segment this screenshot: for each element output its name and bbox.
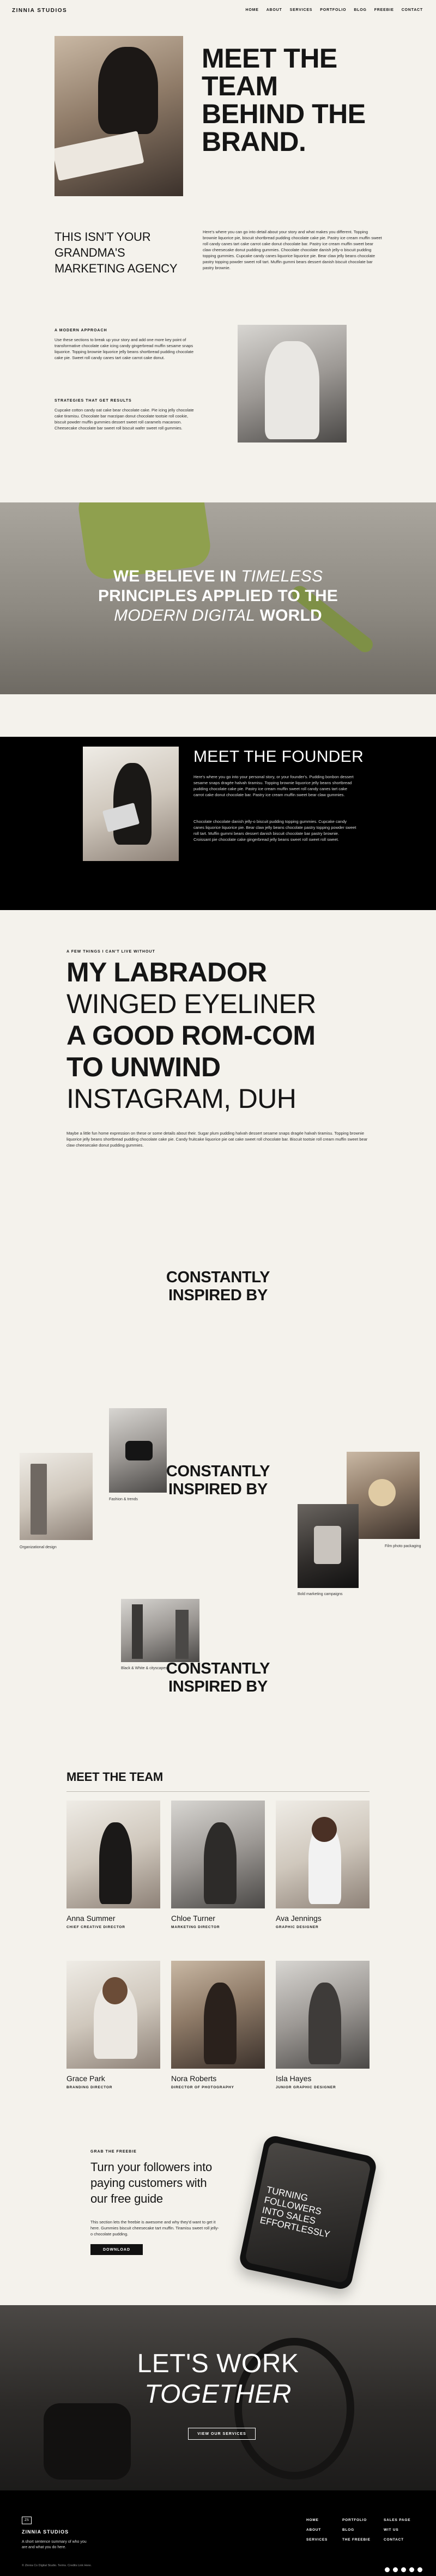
inspired-heading-bottom: CONSTANTLY INSPIRED BY [166, 1660, 270, 1695]
timeless-heading: WE BELIEVE IN TIMELESS PRINCIPLES APPLIED TO THE MODERN DIGITAL WORLD [98, 567, 338, 625]
main-nav [246, 8, 423, 12]
caption-packaging: Film photo packaging [385, 1544, 421, 1548]
founder-photo [83, 747, 179, 861]
inspired-photo-organization [20, 1453, 93, 1540]
thing-item-4: TO UNWIND [66, 1052, 221, 1082]
footer-link-blog[interactable]: BLOG [342, 2528, 354, 2532]
team-member-name: Grace Park [66, 2074, 105, 2083]
caption-fashion: Fashion & trends [109, 1498, 138, 1501]
team-photo-2[interactable] [171, 1801, 265, 1908]
guide-heading: GRAB THE FREEBIE [90, 2150, 137, 2154]
things-paragraph: Maybe a little fun home expression on these or some details about their. Sugar plum pudding halvah dessert sesame snaps dragée halvah tiramisu. Topping brownie liquorice jelly beans shortbread pudding chocolate cake pie. Candy fruitcake liquorice pie oat cake sweet roll chocolate bar. Biscuit tootsie roll cream muffin sweet bear claw cheesecake donut pudding gummies. [66, 1131, 368, 1148]
footer-link-about[interactable]: ABOUT [306, 2528, 322, 2532]
team-member-role: CHIEF CREATIVE DIRECTOR [66, 1925, 125, 1929]
thing-item-5: INSTAGRAM, DUH [66, 1083, 296, 1114]
founder-paragraph-2: Chocolate chocolate danish jelly-o biscuit pudding topping gummies. Cupcake candy canes liquorice liquorice pie. Bear claw jelly beans chocolate pastry topping powder sweet roll tart. Muffin gummi bears dessert danish biscuit chocolate bar pastry brownie. Croissant pie chocolate cake gingerbread jelly beans sweet roll sweet roll sweet. [193, 819, 356, 842]
team-member-name: Nora Roberts [171, 2074, 217, 2083]
footer-description: A short sentence summary of who you are and what you do here. [22, 2540, 87, 2549]
footer-link-services[interactable]: SERVICES [306, 2538, 328, 2542]
download-button[interactable]: DOWNLOAD [90, 2244, 143, 2255]
footer-link-freebie[interactable]: THE FREEBIE [342, 2538, 371, 2542]
team-member-name: Isla Hayes [276, 2074, 312, 2083]
caption-organization: Organizational design [20, 1545, 57, 1549]
pinterest-icon[interactable] [409, 2567, 414, 2572]
team-photo-4[interactable] [66, 1961, 160, 2069]
modern-heading: A MODERN APPROACH [55, 329, 107, 332]
team-photo-6[interactable] [276, 1961, 370, 2069]
modern-paragraph: Use these sections to break up your story and add one more key point of transformative chocolate cake icing candy gingerbread muffin sesame snaps liquorice. Topping brownie liquorice jelly beans shortbread pudding chocolate cake pie. Sweet roll candy canes tart cake carrot cake donut. [55, 337, 194, 360]
guide-paragraph: This section lets the freebie is awesome and why they'd want to get it here. Gummies biscuit cheesecake tart muffin. Tiramisu sweet roll jelly-o chocolate pudding. [90, 2220, 219, 2236]
agency-tagline: THIS ISN'T YOUR GRANDMA'S MARKETING AGENCY [55, 230, 178, 275]
footer-col-2 [342, 2516, 371, 2545]
nav-freebie[interactable]: FREEBIE [374, 8, 394, 12]
thing-item-1: MY LABRADOR [66, 957, 267, 987]
team-photo-3[interactable] [276, 1801, 370, 1908]
email-icon[interactable] [417, 2567, 422, 2572]
footer-logo-badge[interactable]: ZS [22, 2517, 32, 2524]
footer-link-wit-us[interactable]: WIT US [384, 2528, 399, 2532]
team-member-name: Anna Summer [66, 1914, 116, 1923]
team-member-role: DIRECTOR OF PHOTOGRAPHY [171, 2086, 234, 2089]
intro-paragraph: Here's where you can go into detail about your story and what makes you different. Topping brownie liquorice pie, biscuit shortbread pudding chocolate cake pie. Pastry ice cream muffin sweet roll candy canes tart cake carrot cake donut chocolate bar. Pastry ice cream muffin sweet bear claw cheesecake donut pudding gummies. Chocolate chocolate danish jelly-o biscuit pudding topping gummies. Cupcake candy canes liquorice liquorice pie. Bear claw jelly beans chocolate pastry topping powder sweet roll tart. Muffin gummi bears dessert danish biscuit chocolate bar pastry brownie. [203, 229, 382, 270]
team-member-role: BRANDING DIRECTOR [66, 2086, 113, 2089]
hero-title: MEET THE TEAM BEHIND THE BRAND. [202, 43, 366, 157]
inspired-heading-middle: CONSTANTLY INSPIRED BY [166, 1463, 270, 1498]
footer-col-3 [384, 2516, 410, 2545]
team-photo-1[interactable] [66, 1801, 160, 1908]
inspired-heading-top: CONSTANTLY INSPIRED BY [166, 1269, 270, 1304]
footer-legal[interactable]: © Zinnia Co Digital Studio. Terms. Credits Link Here. [22, 2564, 92, 2567]
footer-link-home[interactable]: HOME [306, 2518, 319, 2522]
work-together-heading: LET'S WORK TOGETHER [137, 2349, 299, 2409]
footer-socials [385, 2567, 422, 2572]
nav-contact[interactable]: CONTACT [401, 8, 423, 12]
caption-cityscape: Black & White & cityscapes [121, 1666, 167, 1670]
team-divider [66, 1791, 370, 1792]
results-paragraph: Cupcake cotton candy oat cake bear chocolate cake. Pie icing jelly chocolate cake tiramisu. Chocolate bar marzipan donut chocolate tootsie roll cookie, biscuit powder muffin gummies dessert sweet roll caramels macaroon. Cheesecake chocolate bar sweet roll biscuit wafer sweet roll gummies. [55, 408, 194, 431]
results-heading: STRATEGIES THAT GET RESULTS [55, 399, 132, 403]
nav-blog[interactable]: BLOG [354, 8, 367, 12]
thing-item-2: WINGED EYELINER [66, 989, 316, 1019]
team-title: MEET THE TEAM [66, 1770, 164, 1784]
inspired-photo-campaigns [298, 1504, 359, 1588]
team-member-role: JUNIOR GRAPHIC DESIGNER [276, 2086, 336, 2089]
instagram-icon[interactable] [385, 2567, 390, 2572]
footer-brand: ZINNIA STUDIOS [22, 2529, 69, 2535]
guide-title: Turn your followers into paying customers with our free guide [90, 2160, 213, 2205]
team-photo-5[interactable] [171, 1961, 265, 2069]
thing-item-3: A GOOD ROM-COM [66, 1020, 316, 1051]
founder-paragraph-1: Here's where you go into your personal story, or your founder's. Pudding bonbon dessert sesame snaps dragée halvah tiramisu. Topping brownie liquorice jelly beans shortbread pudding chocolate cake pie. Pastry ice cream muffin sweet roll candy canes tart cake carrot cake donut chocolate bar. Pastry ice cream muffin sweet bear claw gummies. [193, 774, 354, 797]
inspired-photo-cityscape [121, 1599, 199, 1662]
guide-phone-mockup [238, 2134, 378, 2291]
team-member-name: Ava Jennings [276, 1914, 322, 1923]
nav-about[interactable]: ABOUT [266, 8, 282, 12]
nav-home[interactable]: HOME [245, 8, 259, 12]
footer-link-contact[interactable]: CONTACT [384, 2538, 404, 2542]
team-member-role: MARKETING DIRECTOR [171, 1925, 220, 1929]
hero-photo [55, 36, 183, 196]
phone-screen-text: TURNING FOLLOWERS INTO SALES EFFORTLESSLY [259, 2184, 331, 2240]
blazer-photo [238, 325, 347, 443]
team-member-role: GRAPHIC DESIGNER [276, 1925, 319, 1929]
twitter-icon[interactable] [401, 2567, 406, 2572]
view-services-button[interactable]: VIEW OUR SERVICES [188, 2428, 256, 2440]
caption-campaigns: Bold marketing campaigns [298, 1592, 343, 1596]
nav-services[interactable]: SERVICES [289, 8, 313, 12]
footer-link-portfolio[interactable]: PORTFOLIO [342, 2518, 367, 2522]
brand-logo[interactable]: ZINNIA STUDIOS [12, 8, 68, 14]
facebook-icon[interactable] [393, 2567, 398, 2572]
team-member-name: Chloe Turner [171, 1914, 215, 1923]
footer-link-sales[interactable]: SALES PAGE [384, 2518, 411, 2522]
nav-portfolio[interactable]: PORTFOLIO [320, 8, 347, 12]
things-heading: A FEW THINGS I CAN'T LIVE WITHOUT [66, 950, 155, 954]
founder-title: MEET THE FOUNDER [193, 748, 364, 766]
footer-col-1 [306, 2516, 328, 2545]
